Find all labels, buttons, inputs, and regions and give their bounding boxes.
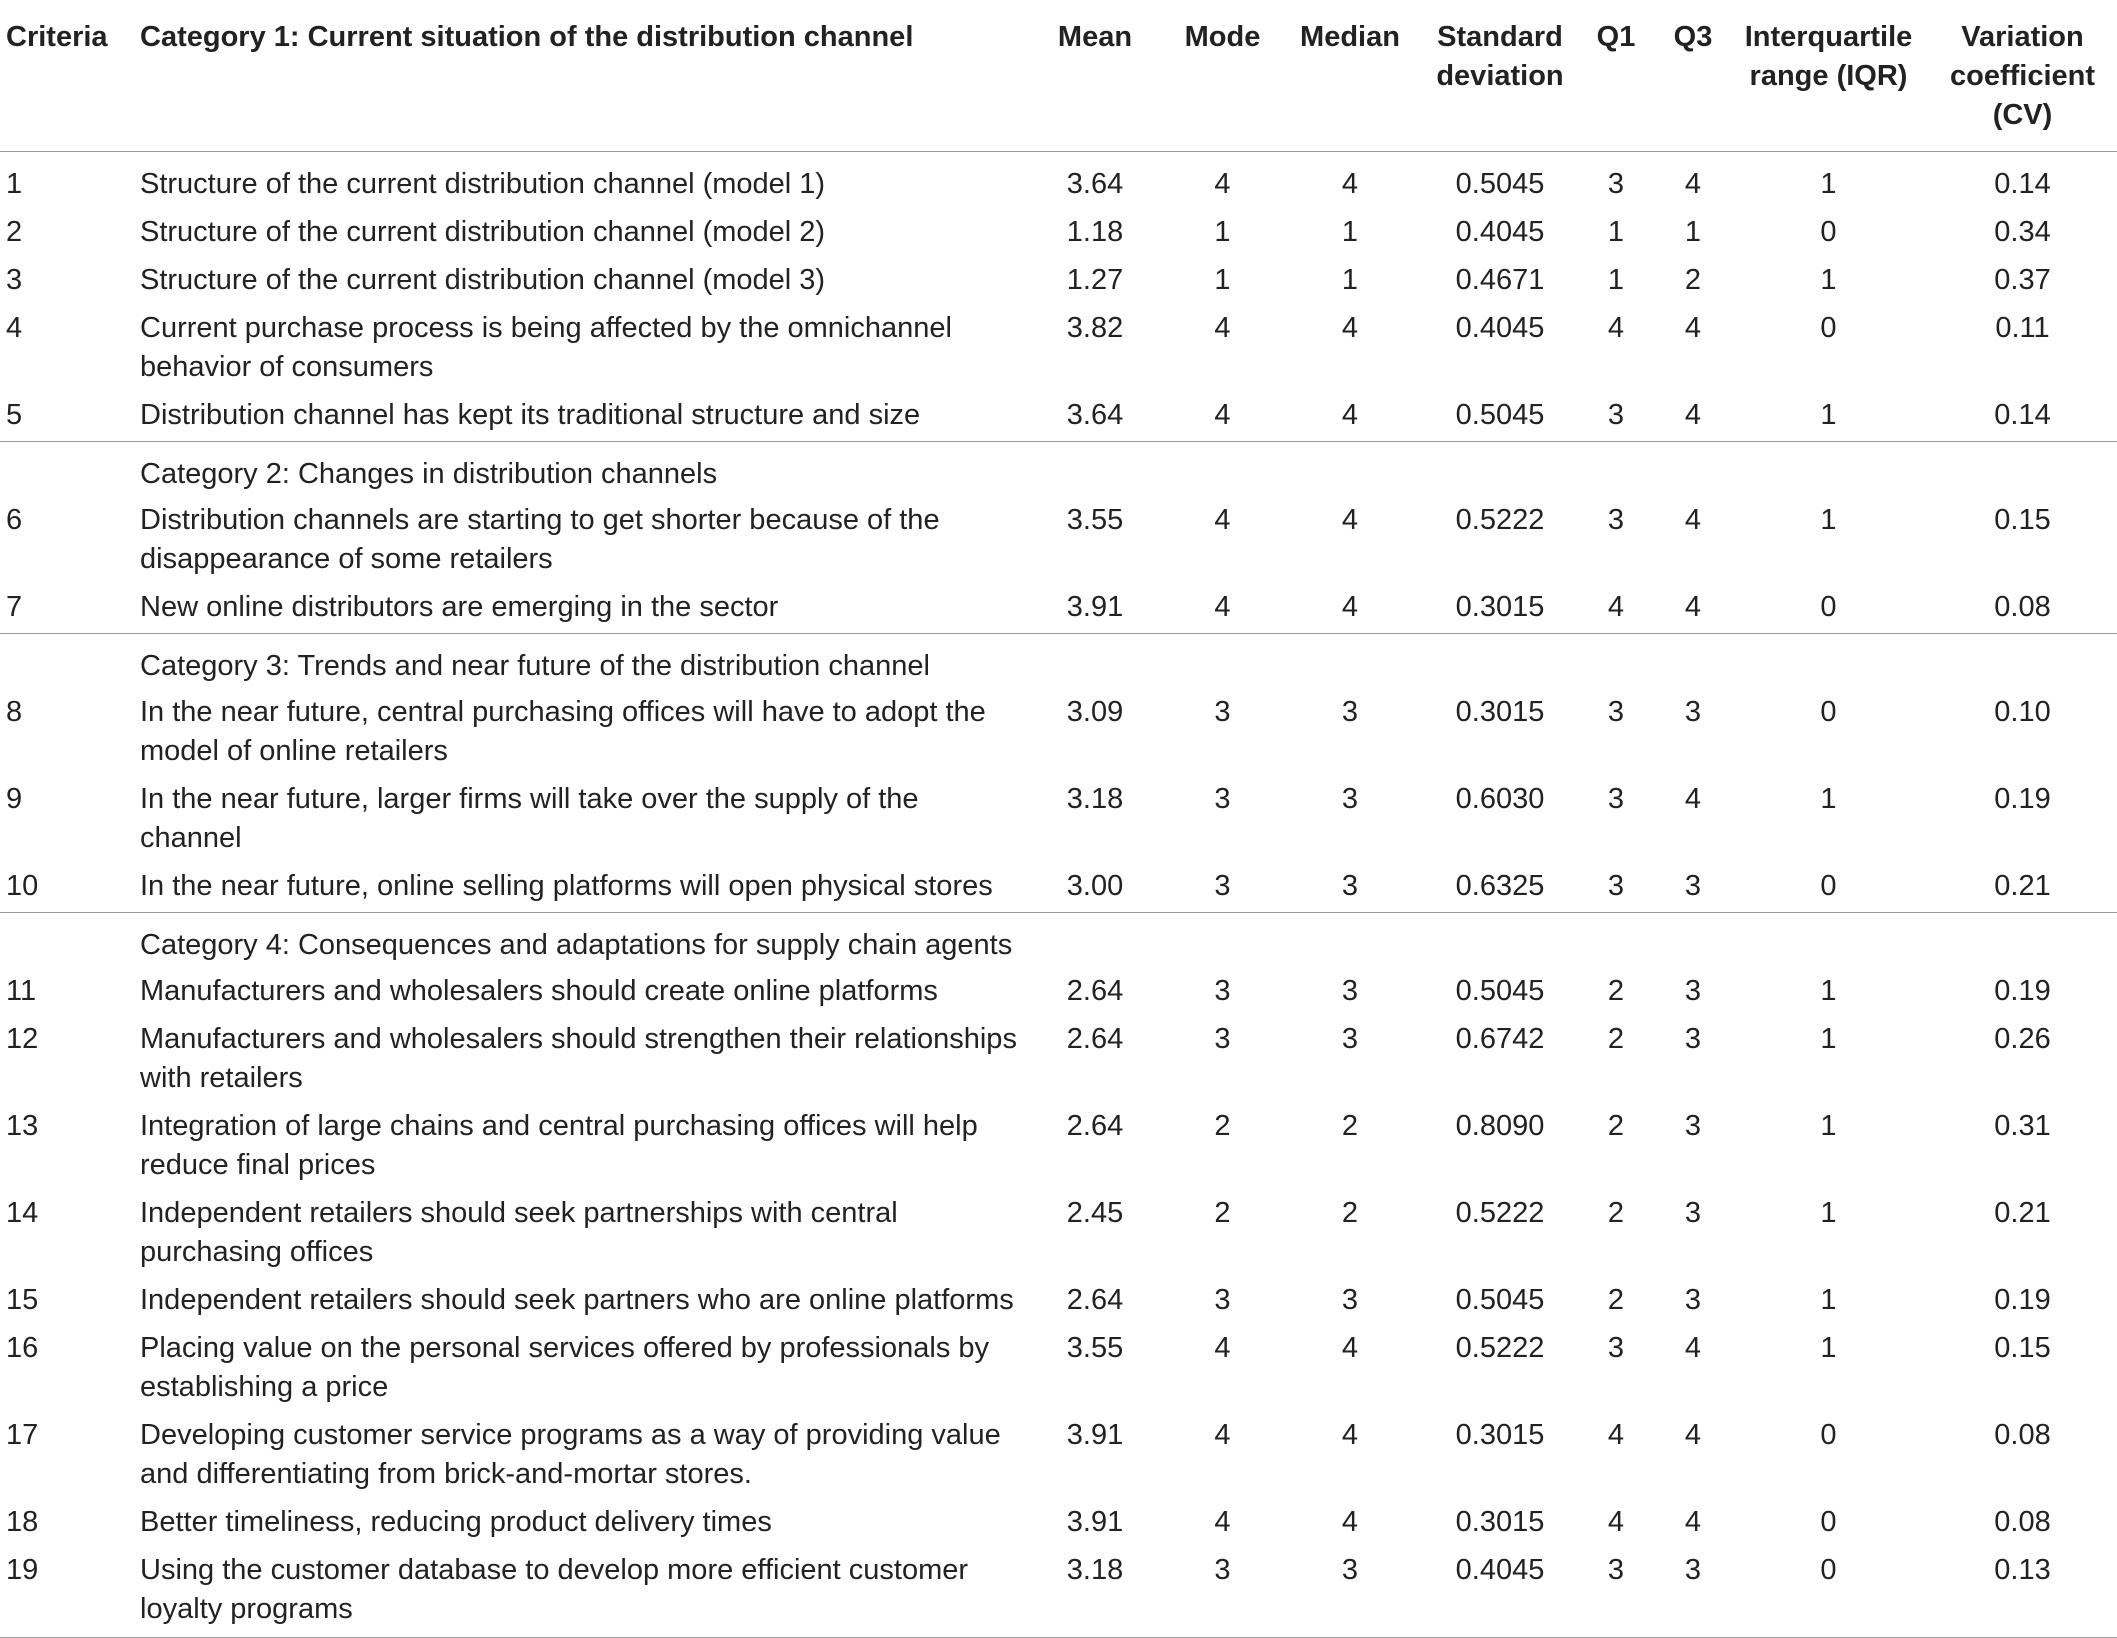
- table-row: [0, 210, 2117, 258]
- iqr-cell: 1: [1820, 504, 1837, 536]
- table-row: [0, 306, 2117, 393]
- cv-cell: 0.19: [1994, 1284, 2051, 1316]
- mean-cell: 2.64: [1066, 975, 1124, 1007]
- median-cell: 3: [1341, 975, 1359, 1007]
- sd-cell: 0.5222: [1455, 1332, 1545, 1364]
- q3-cell: 4: [1684, 399, 1702, 431]
- mode-cell: 3: [1214, 870, 1231, 902]
- mean-cell: 3.18: [1066, 783, 1124, 815]
- q3-cell: 3: [1684, 1284, 1702, 1316]
- header-sd-line1: Standard: [1437, 21, 1563, 53]
- median-cell: 3: [1341, 870, 1359, 902]
- q1-cell: 1: [1607, 264, 1625, 296]
- iqr-cell: 0: [1820, 591, 1837, 623]
- cv-cell: 0.11: [1995, 312, 2050, 344]
- iqr-cell: 0: [1820, 312, 1837, 344]
- mode-cell: 3: [1214, 1023, 1231, 1055]
- empty-cell: [0, 634, 140, 691]
- empty-cell: [0, 442, 140, 499]
- cv-cell: 0.13: [1928, 1548, 2117, 1638]
- q1-cell: 2: [1607, 1284, 1625, 1316]
- table-row: [0, 1326, 2117, 1413]
- q1-cell: 2: [1607, 1023, 1625, 1055]
- median-cell: 1: [1341, 216, 1359, 248]
- description-cell: Using the customer database to develop more efficient customer loyalty programs: [140, 1548, 1020, 1638]
- sd-cell: 0.5045: [1455, 399, 1545, 431]
- criteria-cell: 10: [6, 870, 39, 902]
- criteria-cell: 16: [6, 1332, 39, 1364]
- sd-cell: 0.5222: [1455, 504, 1545, 536]
- category-heading-row: [0, 913, 2117, 970]
- median-cell: 3: [1275, 1548, 1425, 1638]
- table-row: [0, 1548, 2117, 1638]
- description-cell: Independent retailers should seek partners who are online platforms: [140, 1284, 1014, 1316]
- table-row: [0, 1191, 2117, 1278]
- mode-cell: 3: [1170, 1548, 1275, 1638]
- q1-cell: 3: [1607, 1332, 1625, 1364]
- q3-cell: 4: [1684, 1506, 1702, 1538]
- mean-cell: 3.55: [1066, 1332, 1124, 1364]
- description-cell: Distribution channels are starting to get shorter because of the disappearance of some retailers: [140, 504, 940, 575]
- header-median: Median: [1275, 7, 1425, 152]
- iqr-cell: 1: [1820, 264, 1837, 296]
- mean-cell: 2.64: [1066, 1284, 1124, 1316]
- table-row: [0, 1413, 2117, 1500]
- sd-cell: 0.3015: [1455, 696, 1545, 728]
- cv-cell: 0.15: [1994, 504, 2051, 536]
- description-cell: Integration of large chains and central purchasing offices will help reduce final prices: [140, 1110, 978, 1181]
- header-mean: Mean: [1020, 7, 1170, 152]
- sd-cell: 0.6325: [1455, 870, 1545, 902]
- cv-cell: 0.10: [1994, 696, 2051, 728]
- header-iqr: [1729, 7, 1928, 152]
- criteria-cell: 1: [6, 168, 23, 200]
- criteria-cell: 2: [6, 216, 23, 248]
- header-criteria: Criteria: [0, 7, 140, 152]
- sd-cell: 0.3015: [1455, 1419, 1545, 1451]
- q3-cell: 4: [1684, 168, 1702, 200]
- cv-cell: 0.19: [1994, 783, 2051, 815]
- description-cell: Better timeliness, reducing product delivery times: [140, 1506, 772, 1538]
- mean-cell: 2.45: [1066, 1197, 1124, 1229]
- header-iqr-line1: Interquartile: [1744, 21, 1913, 53]
- cv-cell: 0.08: [1994, 1419, 2051, 1451]
- q3-cell: 3: [1684, 1023, 1702, 1055]
- q3-cell: 3: [1684, 696, 1702, 728]
- median-cell: 3: [1341, 783, 1359, 815]
- header-standard-deviation: [1425, 7, 1575, 152]
- q1-cell: 3: [1607, 696, 1625, 728]
- criteria-cell: 4: [6, 312, 23, 344]
- sd-cell: 0.4045: [1425, 1548, 1575, 1638]
- criteria-cell: 12: [6, 1023, 39, 1055]
- criteria-cell: 5: [6, 399, 23, 431]
- description-cell: New online distributors are emerging in the sector: [140, 591, 779, 623]
- table-row: [0, 393, 2117, 442]
- criteria-cell: 8: [6, 696, 23, 728]
- q1-cell: 3: [1607, 168, 1625, 200]
- iqr-cell: 0: [1820, 870, 1837, 902]
- q1-cell: 1: [1607, 216, 1625, 248]
- description-cell: Distribution channel has kept its traditional structure and size: [140, 399, 921, 431]
- q1-cell: 2: [1607, 1197, 1625, 1229]
- mean-cell: 3.64: [1066, 168, 1124, 200]
- mean-cell: 3.91: [1066, 591, 1124, 623]
- median-cell: 3: [1341, 696, 1359, 728]
- q3-cell: 4: [1684, 312, 1702, 344]
- mode-cell: 4: [1214, 1332, 1231, 1364]
- mode-cell: 4: [1214, 399, 1231, 431]
- cv-cell: 0.14: [1994, 399, 2051, 431]
- table-row: [0, 690, 2117, 777]
- median-cell: 4: [1341, 1506, 1359, 1538]
- median-cell: 4: [1341, 1419, 1359, 1451]
- criteria-cell: 13: [6, 1110, 39, 1142]
- table-body: [0, 152, 2117, 1638]
- header-cv-line1: Variation: [1961, 21, 2084, 53]
- cv-cell: 0.37: [1994, 264, 2051, 296]
- description-cell: Structure of the current distribution channel (model 3): [140, 264, 826, 296]
- table-row: [0, 152, 2117, 211]
- sd-cell: 0.5222: [1455, 1197, 1545, 1229]
- table-row: [0, 969, 2117, 1017]
- description-cell: In the near future, online selling platforms will open physical stores: [140, 870, 993, 902]
- mean-cell: 3.18: [1020, 1548, 1170, 1638]
- cv-cell: 0.21: [1994, 870, 2051, 902]
- sd-cell: 0.4671: [1455, 264, 1545, 296]
- mode-cell: 4: [1214, 312, 1231, 344]
- table-row: [0, 1104, 2117, 1191]
- cv-cell: 0.21: [1994, 1197, 2051, 1229]
- q1-cell: 4: [1607, 591, 1625, 623]
- q1-cell: 4: [1607, 1419, 1625, 1451]
- mode-cell: 3: [1214, 783, 1231, 815]
- q3-cell: 4: [1684, 591, 1702, 623]
- mean-cell: 3.82: [1066, 312, 1124, 344]
- cv-cell: 0.14: [1994, 168, 2051, 200]
- criteria-cell: 7: [6, 591, 23, 623]
- median-cell: 4: [1341, 504, 1359, 536]
- table-row: [0, 1278, 2117, 1326]
- cv-cell: 0.34: [1994, 216, 2051, 248]
- iqr-cell: 0: [1820, 696, 1837, 728]
- description-cell: Placing value on the personal services offered by professionals by establishing a price: [140, 1332, 990, 1403]
- mode-cell: 1: [1214, 216, 1231, 248]
- table-row: [0, 498, 2117, 585]
- median-cell: 4: [1341, 168, 1359, 200]
- q3-cell: 3: [1684, 870, 1702, 902]
- table-row: [0, 864, 2117, 913]
- mode-cell: 1: [1214, 264, 1231, 296]
- description-cell: Manufacturers and wholesalers should create online platforms: [140, 975, 938, 1007]
- q3-cell: 3: [1657, 1548, 1729, 1638]
- q3-cell: 3: [1684, 1110, 1702, 1142]
- cv-cell: 0.26: [1994, 1023, 2051, 1055]
- median-cell: 2: [1341, 1110, 1359, 1142]
- median-cell: 4: [1341, 312, 1359, 344]
- q1-cell: 3: [1575, 1548, 1657, 1638]
- q1-cell: 2: [1607, 975, 1625, 1007]
- cv-cell: 0.31: [1994, 1110, 2051, 1142]
- median-cell: 3: [1341, 1023, 1359, 1055]
- q1-cell: 3: [1607, 504, 1625, 536]
- header-cv-line3: (CV): [1992, 99, 2053, 131]
- mean-cell: 3.64: [1066, 399, 1124, 431]
- q3-cell: 1: [1684, 216, 1702, 248]
- q3-cell: 2: [1684, 264, 1702, 296]
- q3-cell: 3: [1684, 975, 1702, 1007]
- table-row: [0, 258, 2117, 306]
- empty-cell: [0, 913, 140, 970]
- mean-cell: 3.09: [1066, 696, 1124, 728]
- q1-cell: 3: [1607, 399, 1625, 431]
- sd-cell: 0.8090: [1455, 1110, 1545, 1142]
- description-cell: Manufacturers and wholesalers should strengthen their relationships with retailers: [140, 1023, 1017, 1094]
- description-cell: Structure of the current distribution channel (model 1): [140, 168, 826, 200]
- description-cell: Structure of the current distribution channel (model 2): [140, 216, 826, 248]
- table-row: [0, 1017, 2117, 1104]
- q1-cell: 3: [1607, 783, 1625, 815]
- description-cell: Independent retailers should seek partnerships with central purchasing offices: [140, 1197, 898, 1268]
- mean-cell: 1.27: [1066, 264, 1124, 296]
- sd-cell: 0.5045: [1455, 1284, 1545, 1316]
- iqr-cell: 1: [1820, 975, 1837, 1007]
- q1-cell: 3: [1607, 870, 1625, 902]
- category-heading-row: [0, 442, 2117, 499]
- cv-cell: 0.19: [1994, 975, 2051, 1007]
- table-row: [0, 1500, 2117, 1548]
- criteria-cell: 18: [6, 1506, 39, 1538]
- mean-cell: 1.18: [1066, 216, 1124, 248]
- sd-cell: 0.5045: [1455, 168, 1545, 200]
- mode-cell: 3: [1214, 975, 1231, 1007]
- header-sd-line2: deviation: [1436, 60, 1564, 92]
- q1-cell: 4: [1607, 312, 1625, 344]
- criteria-cell: 15: [6, 1284, 39, 1316]
- table-row: [0, 777, 2117, 864]
- header-row: [0, 7, 2117, 152]
- category-heading: Category 4: Consequences and adaptations for supply chain agents: [140, 913, 2117, 970]
- statistics-table: [0, 7, 2117, 1638]
- description-cell: Current purchase process is being affected by the omnichannel behavior of consumers: [140, 312, 952, 383]
- mode-cell: 4: [1214, 1506, 1231, 1538]
- description-cell: In the near future, central purchasing offices will have to adopt the model of online retailers: [140, 696, 986, 767]
- mean-cell: 2.64: [1066, 1110, 1124, 1142]
- q3-cell: 3: [1684, 1197, 1702, 1229]
- header-category: Category 1: Current situation of the distribution channel: [140, 7, 1020, 152]
- iqr-cell: 1: [1820, 168, 1837, 200]
- q3-cell: 4: [1684, 504, 1702, 536]
- q3-cell: 4: [1684, 1332, 1702, 1364]
- cv-cell: 0.08: [1994, 1506, 2051, 1538]
- mode-cell: 4: [1214, 1419, 1231, 1451]
- iqr-cell: 1: [1820, 399, 1837, 431]
- median-cell: 4: [1341, 591, 1359, 623]
- header-iqr-line2: range (IQR): [1749, 60, 1908, 92]
- iqr-cell: 0: [1729, 1548, 1928, 1638]
- cv-cell: 0.08: [1994, 591, 2051, 623]
- median-cell: 2: [1341, 1197, 1359, 1229]
- iqr-cell: 0: [1820, 1419, 1837, 1451]
- criteria-cell: 19: [0, 1548, 140, 1638]
- header-q1: Q1: [1575, 7, 1657, 152]
- mean-cell: 3.00: [1066, 870, 1124, 902]
- median-cell: 4: [1341, 399, 1359, 431]
- iqr-cell: 1: [1820, 1023, 1837, 1055]
- criteria-cell: 9: [6, 783, 23, 815]
- mode-cell: 2: [1214, 1110, 1231, 1142]
- iqr-cell: 1: [1820, 1197, 1837, 1229]
- q3-cell: 4: [1684, 1419, 1702, 1451]
- q1-cell: 2: [1607, 1110, 1625, 1142]
- table-row: [0, 585, 2117, 634]
- sd-cell: 0.3015: [1455, 1506, 1545, 1538]
- iqr-cell: 0: [1820, 216, 1837, 248]
- median-cell: 1: [1341, 264, 1359, 296]
- iqr-cell: 1: [1820, 1110, 1837, 1142]
- category-heading: Category 2: Changes in distribution channels: [140, 442, 2117, 499]
- header-cv-line2: coefficient: [1949, 60, 2096, 92]
- q3-cell: 4: [1684, 783, 1702, 815]
- description-cell: In the near future, larger firms will take over the supply of the channel: [140, 783, 919, 854]
- sd-cell: 0.6742: [1455, 1023, 1545, 1055]
- header-q3: Q3: [1657, 7, 1729, 152]
- mean-cell: 3.55: [1066, 504, 1124, 536]
- sd-cell: 0.4045: [1455, 312, 1545, 344]
- iqr-cell: 1: [1820, 1332, 1837, 1364]
- criteria-cell: 17: [6, 1419, 39, 1451]
- mode-cell: 4: [1214, 504, 1231, 536]
- header-mode: Mode: [1170, 7, 1275, 152]
- criteria-cell: 3: [6, 264, 23, 296]
- cv-cell: 0.15: [1994, 1332, 2051, 1364]
- description-cell: Developing customer service programs as a way of providing value and differentiating from brick-and-mortar stores.: [140, 1419, 1001, 1490]
- iqr-cell: 1: [1820, 1284, 1837, 1316]
- header-cv: [1928, 7, 2117, 152]
- mode-cell: 3: [1214, 1284, 1231, 1316]
- criteria-cell: 11: [6, 975, 37, 1007]
- sd-cell: 0.3015: [1455, 591, 1545, 623]
- iqr-cell: 1: [1820, 783, 1837, 815]
- median-cell: 4: [1341, 1332, 1359, 1364]
- category-heading-row: [0, 634, 2117, 691]
- sd-cell: 0.6030: [1455, 783, 1545, 815]
- mode-cell: 3: [1214, 696, 1231, 728]
- iqr-cell: 0: [1820, 1506, 1837, 1538]
- q1-cell: 4: [1607, 1506, 1625, 1538]
- criteria-cell: 14: [6, 1197, 39, 1229]
- mode-cell: 4: [1214, 168, 1231, 200]
- mean-cell: 3.91: [1066, 1506, 1124, 1538]
- sd-cell: 0.5045: [1455, 975, 1545, 1007]
- category-heading: Category 3: Trends and near future of the distribution channel: [140, 634, 2117, 691]
- mean-cell: 3.91: [1066, 1419, 1124, 1451]
- mode-cell: 4: [1214, 591, 1231, 623]
- criteria-cell: 6: [6, 504, 23, 536]
- mode-cell: 2: [1214, 1197, 1231, 1229]
- median-cell: 3: [1341, 1284, 1359, 1316]
- mean-cell: 2.64: [1066, 1023, 1124, 1055]
- sd-cell: 0.4045: [1455, 216, 1545, 248]
